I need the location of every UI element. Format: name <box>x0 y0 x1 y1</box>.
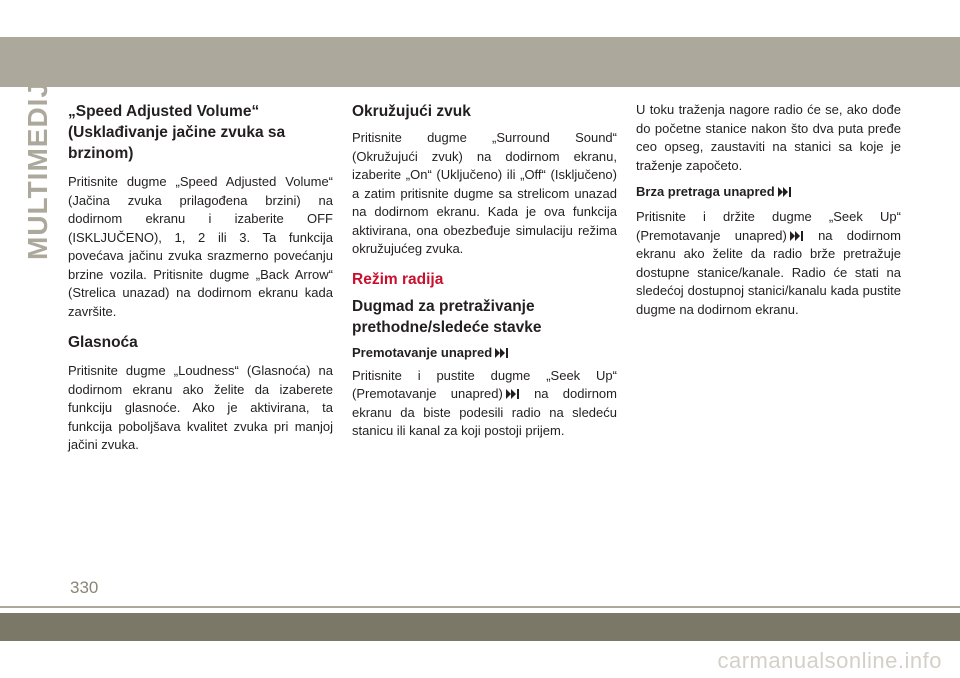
column-1 <box>68 101 333 455</box>
heading-fast-seek-up <box>636 183 901 201</box>
watermark: carmanualsonline.info <box>717 648 942 673</box>
heading-fast-seek-up-label: Brza pretraga unapred <box>636 184 775 199</box>
heading-speed-adjusted-volume: „Speed Adjusted Volume“ (Usklađivanje jačine zvuka sa brzinom) <box>68 103 286 162</box>
fast-forward-skip-icon <box>495 348 509 358</box>
column-2 <box>352 101 617 441</box>
paragraph-speed-adjusted-volume: Pritisnite dugme „Speed Adjusted Volume“ (Jačina zvuka prilagođena brzini) na dodirnom ekranu i izaberite OFF (ISKLJUČENO), 1, 2 ili 3. Ta funkcija povećava jačinu zvuka srazmerno povećanju brzine vozila. Pritisnite dugme „Back Arrow“ (Strelica unazad) na dodirnom ekranu kada završite. <box>68 174 333 319</box>
top-band <box>0 37 960 87</box>
paragraph-fast-seek-up-part1: Pritisnite i držite dugme „Seek Up“ (Premotavanje unapred) <box>636 209 901 243</box>
paragraph-surround-sound: Pritisnite dugme „Surround Sound“ (Okružujući zvuk) na dodirnom ekranu, izaberite „On“ (Uključeno) ili „Off“ (Isključeno) a zatim pritisnite dugme sa strelicom unazad na dodirnom ekranu. Kada je ova funkcija aktivirana, ona obezbeđuje simulaciju režima okružujućeg zvuka. <box>352 130 617 256</box>
fast-forward-skip-icon <box>506 389 520 399</box>
paragraph-fast-seek-up <box>636 208 901 319</box>
bottom-band <box>0 613 960 641</box>
fast-forward-skip-icon <box>790 231 804 241</box>
heading-seek-up <box>352 344 617 362</box>
paragraph-seek-up-part2: na dodirnom ekranu da biste podesili radio na sledeću stanicu ili kanal za koji postoji prijem. <box>352 386 617 438</box>
paragraph-fast-seek-up-part2: na dodirnom ekranu ako želite da radio brže pretražuje dostupne stanice/kanale. Radio će stati na sledećoj dostupnoj stanici/kanalu kada pustite dugme na dodirnom ekranu. <box>636 227 901 317</box>
heading-surround-sound: Okružujući zvuk <box>352 103 471 120</box>
paragraph-loudness: Pritisnite dugme „Loudness“ (Glasnoća) na dodirnom ekranu ako želite da izaberete funkciju glasnoće. Ako je aktivirana, ta funkcija poboljšava kvalitet zvuka pri manjoj jačini zvuka. <box>68 363 333 452</box>
column-3 <box>636 101 901 319</box>
paragraph-seek-up <box>352 367 617 441</box>
section-label: MULTIMEDIJA <box>22 59 53 260</box>
paragraph-seek-up-part1: Pritisnite i pustite dugme „Seek Up“ (Premotavanje unapred) <box>352 367 617 401</box>
paragraph-seek-wrap: U toku traženja nagore radio će se, ako dođe do početne stanice nakon što dva puta pređe ceo opseg, zaustaviti na stanici sa koje je traženje započeto. <box>636 102 901 173</box>
page-number: 330 <box>70 578 99 597</box>
heading-seek-up-label: Premotavanje unapred <box>352 344 493 360</box>
heading-loudness: Glasnoća <box>68 334 138 351</box>
bottom-divider <box>0 606 960 608</box>
heading-radio-mode: Režim radija <box>352 270 444 288</box>
heading-seek-buttons: Dugmad za pretraživanje prethodne/sledeće stavke <box>352 297 542 336</box>
fast-forward-skip-icon <box>778 187 792 197</box>
